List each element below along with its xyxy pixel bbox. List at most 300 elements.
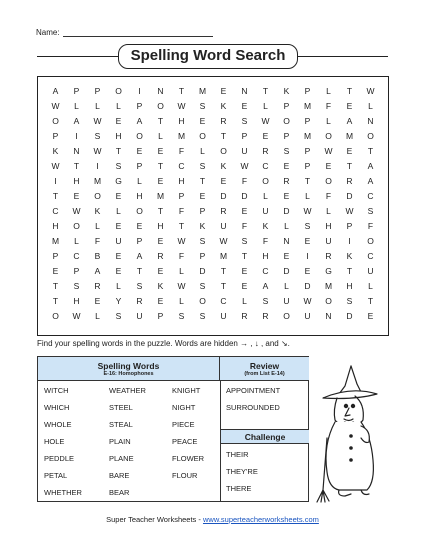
grid-letter: O [136,131,143,141]
grid-letter: H [346,281,353,291]
grid-letter: F [325,101,332,111]
spelling-words-header [38,357,220,381]
grid-letter: W [345,206,354,216]
grid-letter: W [93,146,102,156]
grid-letter: S [115,161,122,171]
grid-letter: K [199,221,206,231]
grid-letter: A [52,86,59,96]
grid-letter: H [136,191,143,201]
grid-letter: T [136,266,143,276]
grid-letter: H [262,251,269,261]
grid-letter: C [220,296,227,306]
grid-letter: W [240,161,249,171]
grid-letter: P [304,86,311,96]
grid-letter: T [157,116,164,126]
grid-letter: K [220,161,227,171]
grid-letter: O [325,296,332,306]
grid-letter: R [241,311,248,321]
grid-letter: T [346,266,353,276]
grid-letter: P [304,146,311,156]
grid-letter: M [345,131,354,141]
grid-letter: U [262,206,269,216]
footer-prefix: Super Teacher Worksheets - [106,515,203,524]
grid-letter: P [346,221,353,231]
grid-letter: P [283,101,290,111]
grid-letter: L [95,311,100,321]
grid-letter: W [324,146,333,156]
grid-letter: R [346,176,353,186]
grid-letter: L [368,281,373,291]
grid-letter: E [346,101,353,111]
grid-letter: R [157,251,164,261]
grid-letter: O [199,296,206,306]
grid-letter: F [178,251,185,261]
grid-letter: T [220,281,227,291]
grid-letter: T [52,296,59,306]
grid-letter: T [157,206,164,216]
grid-letter: S [73,281,80,291]
grid-letter: A [367,161,374,171]
grid-letter: K [220,101,227,111]
grid-letter: S [199,101,206,111]
grid-letter: O [283,311,290,321]
grid-letter: H [73,296,80,306]
grid-letter: E [241,101,248,111]
grid-letter: F [367,221,374,231]
grid-letter: P [157,311,164,321]
grid-letter: O [220,146,227,156]
grid-letter: T [220,131,227,141]
grid-letter: E [241,281,248,291]
grid-letter: E [136,146,143,156]
challenge-word: THEIR [226,450,249,459]
grid-letter: O [367,236,374,246]
grid-letter: C [367,191,374,201]
grid-letter: F [178,146,185,156]
spelling-word: PEDDLE [44,454,75,463]
spelling-word: WEATHER [109,386,146,395]
grid-letter: K [262,221,269,231]
grid-letter: T [367,146,374,156]
grid-letter: T [178,221,185,231]
grid-letter: O [115,86,122,96]
grid-letter: E [94,296,101,306]
grid-letter: E [283,161,290,171]
grid-letter: L [368,101,373,111]
grid-letter: E [283,251,290,261]
grid-letter: L [263,101,268,111]
grid-letter: C [262,161,269,171]
grid-letter: I [75,131,78,141]
grid-letter: H [73,176,80,186]
grid-letter: L [137,176,142,186]
grid-letter: E [157,176,164,186]
grid-letter: W [261,116,270,126]
grid-letter: E [52,266,59,276]
grid-letter: O [157,101,164,111]
grid-letter: Y [115,296,122,306]
grid-letter: K [346,251,353,261]
grid-letter: M [219,251,228,261]
spelling-word: PEACE [172,437,198,446]
grid-letter: L [305,191,310,201]
spelling-word: WHOLE [44,420,72,429]
grid-letter: P [73,86,80,96]
grid-letter: E [73,191,80,201]
grid-letter: W [303,206,312,216]
grid-letter: S [241,236,248,246]
grid-letter: O [262,176,269,186]
spelling-word: BEAR [109,488,130,497]
grid-letter: C [73,251,80,261]
grid-letter: E [157,266,164,276]
grid-letter: P [178,191,185,201]
grid-letter: O [325,176,332,186]
grid-letter: P [94,86,101,96]
grid-letter: S [262,296,269,306]
word-search-box [37,76,389,336]
grid-letter: G [115,176,122,186]
grid-letter: M [156,191,165,201]
grid-letter: E [115,191,122,201]
grid-letter: H [178,116,185,126]
spelling-word: PIECE [172,420,195,429]
grid-letter: S [94,131,101,141]
review-word: SURROUNDED [226,403,280,412]
grid-letter: S [241,116,248,126]
grid-letter: W [303,296,312,306]
grid-letter: M [51,236,60,246]
grid-letter: W [177,236,186,246]
grid-letter: E [115,266,122,276]
grid-letter: U [136,311,143,321]
grid-letter: E [157,146,164,156]
grid-letter: F [325,191,332,201]
spelling-word: STEAL [109,420,133,429]
grid-letter: O [52,116,59,126]
grid-letter: S [136,281,143,291]
grid-letter: I [348,236,351,246]
spelling-word: BARE [109,471,130,480]
grid-letter: R [325,251,332,261]
grid-letter: M [198,86,207,96]
grid-letter: E [115,116,122,126]
grid-letter: C [52,206,59,216]
grid-letter: P [304,161,311,171]
grid-letter: P [52,131,59,141]
spelling-word: WHICH [44,403,70,412]
grid-letter: H [178,176,185,186]
grid-letter: A [262,281,269,291]
footer-link[interactable]: www.superteacherworksheets.com [202,515,319,524]
grid-letter: E [346,146,353,156]
grid-letter: N [73,146,80,156]
grid-letter: W [51,161,60,171]
grid-letter: A [94,266,101,276]
grid-letter: O [94,191,101,201]
name-blank [63,28,213,37]
grid-letter: M [303,101,312,111]
spelling-word: STEEL [109,403,133,412]
grid-letter: R [136,296,143,306]
grid-letter: U [283,296,290,306]
grid-letter: L [263,191,268,201]
grid-letter: N [241,86,248,96]
grid-letter: T [178,86,185,96]
grid-letter: D [220,191,227,201]
grid-letter: W [93,116,102,126]
grid-letter: I [54,176,57,186]
grid-letter: W [51,101,60,111]
grid-letter: I [138,86,141,96]
grid-letter: U [304,311,311,321]
grid-letter: P [136,101,143,111]
grid-letter: I [306,251,309,261]
grid-letter: T [262,86,269,96]
grid-letter: E [136,221,143,231]
review-subtitle: (from List E-14) [244,371,285,377]
grid-letter: L [179,266,184,276]
grid-letter: W [177,101,186,111]
grid-letter: S [283,146,290,156]
grid-letter: E [241,206,248,216]
grid-letter: T [73,161,80,171]
grid-letter: K [283,86,290,96]
grid-letter: L [284,281,289,291]
grid-letter: E [220,176,227,186]
grid-letter: T [157,161,164,171]
grid-letter: H [325,221,332,231]
grid-letter: E [157,296,164,306]
grid-letter: P [52,251,59,261]
spelling-word: NIGHT [172,403,196,412]
grid-letter: P [73,266,80,276]
grid-letter: T [52,281,59,291]
grid-letter: N [367,116,374,126]
grid-letter: P [199,206,206,216]
grid-letter: C [367,251,374,261]
grid-letter: O [52,311,59,321]
grid-letter: W [72,311,81,321]
grid-letter: D [199,266,206,276]
grid-letter: C [178,161,185,171]
grid-letter: E [115,251,122,261]
spelling-word: PLANE [109,454,134,463]
grid-letter: T [367,296,374,306]
name-line [36,28,213,37]
grid-letter: D [283,266,290,276]
grid-letter: C [262,266,269,276]
spelling-word: FLOWER [172,454,205,463]
grid-letter: S [178,311,185,321]
grid-letter: I [96,161,99,171]
grid-letter: D [283,206,290,216]
grid-letter: A [346,116,353,126]
grid-letter: E [304,266,311,276]
review-title: Review [249,361,280,371]
grid-letter: T [220,266,227,276]
grid-letter: L [116,281,121,291]
grid-letter: T [241,251,248,261]
grid-letter: U [325,236,332,246]
grid-letter: P [241,131,248,141]
grid-letter: K [157,281,164,291]
grid-letter: L [326,206,331,216]
witch-illustration [315,364,387,504]
grid-letter: T [304,176,311,186]
challenge-header: Challenge [221,429,309,444]
grid-letter: W [366,86,375,96]
grid-letter: A [136,116,143,126]
grid-letter: S [367,206,374,216]
spelling-word: FLOUR [172,471,198,480]
grid-letter: E [157,236,164,246]
review-word: APPOINTMENT [226,386,281,395]
grid-letter: L [326,86,331,96]
grid-letter: D [304,281,311,291]
grid-letter: S [199,281,206,291]
grid-letter: F [262,236,269,246]
grid-letter: K [52,146,59,156]
grid-letter: T [52,191,59,201]
grid-letter: O [199,131,206,141]
grid-letter: E [367,311,374,321]
grid-letter: L [242,296,247,306]
grid-letter: A [73,116,80,126]
grid-letter: H [52,221,59,231]
page-title: Spelling Word Search [118,44,298,69]
grid-letter: E [304,236,311,246]
grid-letter: U [220,311,227,321]
grid-letter: S [199,311,206,321]
name-label: Name: [36,28,60,37]
grid-letter: O [367,131,374,141]
grid-letter: T [346,161,353,171]
grid-letter: E [115,221,122,231]
grid-letter: L [116,101,121,111]
grid-letter: F [178,206,185,216]
grid-letter: L [158,131,163,141]
grid-letter: L [74,101,79,111]
grid-letter: U [220,221,227,231]
grid-letter: T [199,176,206,186]
grid-letter: B [94,251,101,261]
grid-letter: D [241,191,248,201]
grid-letter: G [325,266,332,276]
grid-letter: S [304,221,311,231]
grid-letter: A [367,176,374,186]
grid-letter: F [241,176,248,186]
grid-letter: O [136,206,143,216]
grid-letter: D [346,311,353,321]
grid-letter: L [284,221,289,231]
grid-letter: E [262,131,269,141]
grid-letter: D [346,191,353,201]
grid-letter: L [95,101,100,111]
challenge-word: THEY'RE [226,467,258,476]
grid-letter: U [115,236,122,246]
grid-letter: E [199,191,206,201]
grid-letter: H [115,131,122,141]
grid-letter: U [241,146,248,156]
spelling-word: PLAIN [109,437,131,446]
grid-letter: S [115,311,122,321]
grid-letter: E [199,116,206,126]
grid-letter: S [199,161,206,171]
word-list-table [37,356,309,502]
grid-letter: E [325,161,332,171]
instructions: Find your spelling words in the puzzle. Words are hidden → , ↓ , and ↘. [37,339,290,348]
grid-letter: O [325,131,332,141]
grid-letter: W [177,281,186,291]
spelling-words-title: Spelling Words [97,361,160,371]
grid-letter: M [303,131,312,141]
grid-letter: T [346,86,353,96]
grid-letter: N [157,86,164,96]
grid-letter: R [94,281,101,291]
grid-letter: F [241,221,248,231]
grid-letter: S [199,236,206,246]
grid-letter: K [94,206,101,216]
grid-letter: L [179,296,184,306]
grid-letter: R [262,311,269,321]
grid-letter: F [94,236,101,246]
grid-letter: U [367,266,374,276]
footer [0,515,425,524]
spelling-words-subtitle: E-16: Homophones [103,371,154,377]
grid-letter: M [324,281,333,291]
challenge-word: THERE [226,484,252,493]
grid-letter: O [73,221,80,231]
grid-letter: L [200,146,205,156]
grid-letter: M [177,131,186,141]
grid-letter: R [283,176,290,186]
spelling-word: WHETHER [44,488,82,497]
grid-letter: T [115,146,122,156]
grid-letter: R [220,206,227,216]
grid-letter: N [283,236,290,246]
grid-letter: A [136,251,143,261]
grid-letter: N [325,311,332,321]
grid-letter: L [95,221,100,231]
grid-letter: L [116,206,121,216]
grid-letter: E [220,86,227,96]
grid-letter: S [346,296,353,306]
spelling-word: HOLE [44,437,65,446]
spelling-word: KNIGHT [172,386,201,395]
grid-letter: L [74,236,79,246]
grid-letter: L [326,116,331,126]
spelling-word: WITCH [44,386,69,395]
grid-letter: E [283,191,290,201]
grid-letter: R [220,116,227,126]
spelling-word: PETAL [44,471,68,480]
review-header [220,357,309,381]
grid-letter: P [304,116,311,126]
grid-letter: W [72,206,81,216]
grid-letter: H [157,221,164,231]
grid-letter: R [262,146,269,156]
grid-letter: W [219,236,228,246]
grid-letter: E [241,266,248,276]
grid-letter: P [283,131,290,141]
letter-grid [45,84,381,324]
grid-letter: M [93,176,102,186]
grid-letter: O [283,116,290,126]
grid-letter: P [136,236,143,246]
grid-letter: P [136,161,143,171]
grid-letter: P [199,251,206,261]
